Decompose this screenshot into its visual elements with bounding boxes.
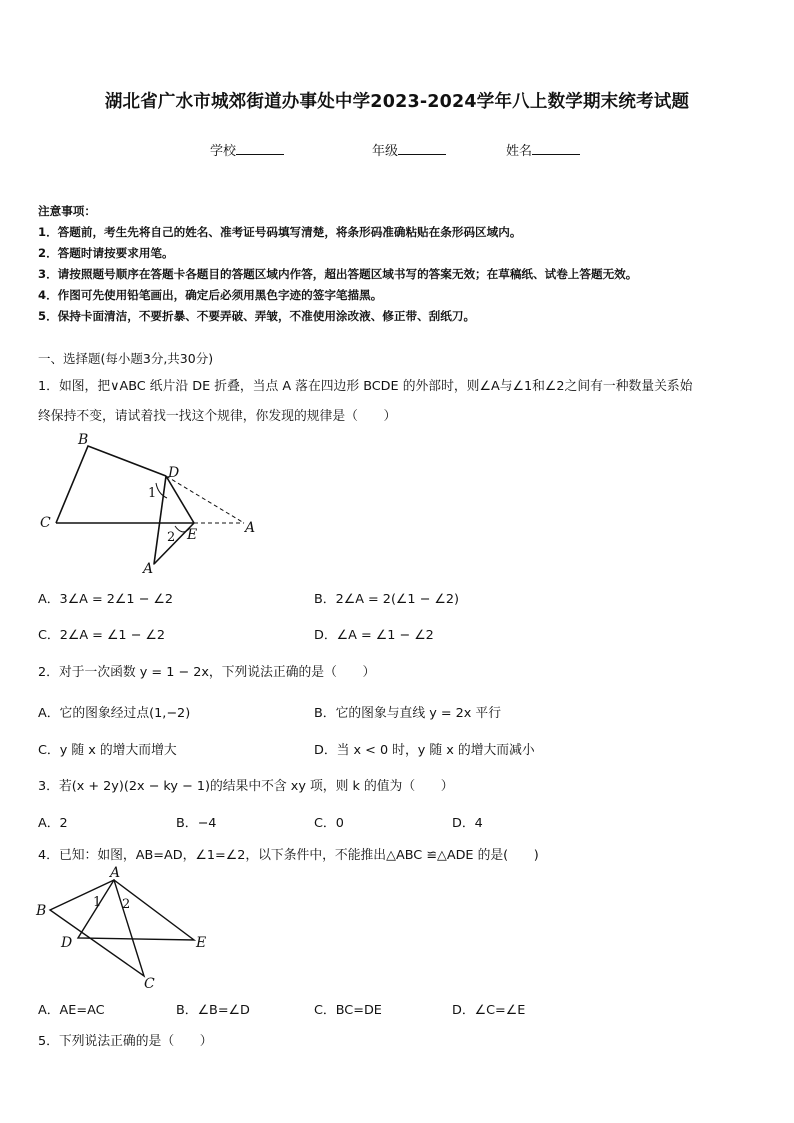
q1-dashed-DA	[166, 476, 244, 523]
q3-option-a: A．2	[38, 816, 68, 831]
school-field	[210, 140, 284, 159]
q4-label-angle1: 1	[93, 895, 102, 910]
q1-option-d: D．∠A = ∠1 − ∠2	[314, 628, 434, 643]
q4-label-C: C	[144, 976, 155, 992]
q1-figure	[34, 428, 264, 576]
q1-label-C: C	[40, 515, 51, 531]
notice-item: 3．请按照题号顺序在答题卡各题目的答题区域内作答，超出答题区域书写的答案无效；在草稿纸、试卷上答题无效。	[38, 267, 638, 281]
q1-label-A-prime: A′	[143, 561, 157, 576]
q1-label-E: E	[187, 527, 198, 543]
school-label: 学校	[210, 144, 237, 159]
q4-label-E: E	[196, 935, 207, 951]
q4-label-B: B	[36, 903, 47, 919]
q1-option-b: B．2∠A = 2(∠1 − ∠2)	[314, 592, 460, 607]
q1-label-angle2: 2	[167, 530, 176, 545]
notice-heading: 注意事项：	[38, 204, 96, 218]
q2-option-a: A．它的图象经过点(1,−2)	[38, 706, 191, 721]
q3-option-b: B．−4	[176, 816, 217, 831]
grade-field	[372, 140, 446, 159]
q1-edge-DE	[166, 476, 194, 523]
notice-item: 4．作图可先使用铅笔画出，确定后必须用黑色字迹的签字笔描黑。	[38, 288, 383, 302]
q3-option-c: C．0	[314, 816, 344, 831]
name-field	[506, 140, 580, 159]
q2-stem: 2．对于一次函数 y = 1 − 2x，下列说法正确的是（ ）	[38, 665, 376, 680]
name-label: 姓名	[506, 144, 533, 159]
notice-item: 5．保持卡面清洁，不要折暴、不要弄破、弄皱，不准使用涂改液、修正带、刮纸刀。	[38, 309, 476, 323]
q4-stem: 4．已知：如图，AB=AD，∠1=∠2，以下条件中，不能推出△ABC ≌△ADE 的是( )	[38, 848, 539, 863]
q4-option-c: C．BC=DE	[314, 1003, 382, 1018]
school-blank	[236, 142, 284, 155]
page-title: 湖北省广水市城郊街道办事处中学2023-2024学年八上数学期末统考试题	[104, 92, 690, 112]
section-heading: 一、选择题(每小题3分,共30分)	[38, 351, 214, 366]
q4-option-b: B．∠B=∠D	[176, 1003, 250, 1018]
q1-stem-line1: 1．如图，把∨ABC 纸片沿 DE 折叠，当点 A 落在四边形 BCDE 的外部时，则∠A与∠1和∠2之间有一种数量关系始	[38, 379, 693, 394]
q2-option-b: B．它的图象与直线 y = 2x 平行	[314, 706, 502, 721]
q1-option-c: C．2∠A = ∠1 − ∠2	[38, 628, 166, 643]
q2-option-d: D．当 x < 0 时，y 随 x 的增大而减小	[314, 743, 535, 758]
q4-label-D: D	[61, 935, 73, 951]
name-blank	[532, 142, 580, 155]
q4-label-A: A	[110, 865, 121, 881]
q1-option-a: A．3∠A = 2∠1 − ∠2	[38, 592, 174, 607]
grade-label: 年级	[372, 144, 399, 159]
q3-option-d: D．4	[452, 816, 483, 831]
q4-option-d: D．∠C=∠E	[452, 1003, 526, 1018]
q1-stem-line2: 终保持不变，请试着找一找这个规律，你发现的规律是（ ）	[38, 409, 397, 424]
q2-option-c: C．y 随 x 的增大而增大	[38, 743, 177, 758]
grade-blank	[398, 142, 446, 155]
q1-label-B: B	[78, 432, 89, 448]
notice-item: 1．答题前，考生先将自己的姓名、准考证号码填写清楚，将条形码准确粘贴在条形码区域内。	[38, 225, 522, 239]
q1-label-A: A	[245, 520, 256, 536]
q1-label-angle1: 1	[148, 486, 157, 501]
q4-figure	[34, 864, 214, 992]
q1-edge-BC-BD	[56, 446, 166, 523]
notice-item: 2．答题时请按要求用笔。	[38, 246, 174, 260]
q4-option-a: A．AE=AC	[38, 1003, 105, 1018]
q3-stem: 3．若(x + 2y)(2x − ky − 1)的结果中不含 xy 项，则 k 的值为（ ）	[38, 779, 454, 794]
q4-label-angle2: 2	[122, 897, 131, 912]
q5-stem: 5．下列说法正确的是（ ）	[38, 1034, 213, 1049]
q1-label-D: D	[168, 465, 180, 481]
